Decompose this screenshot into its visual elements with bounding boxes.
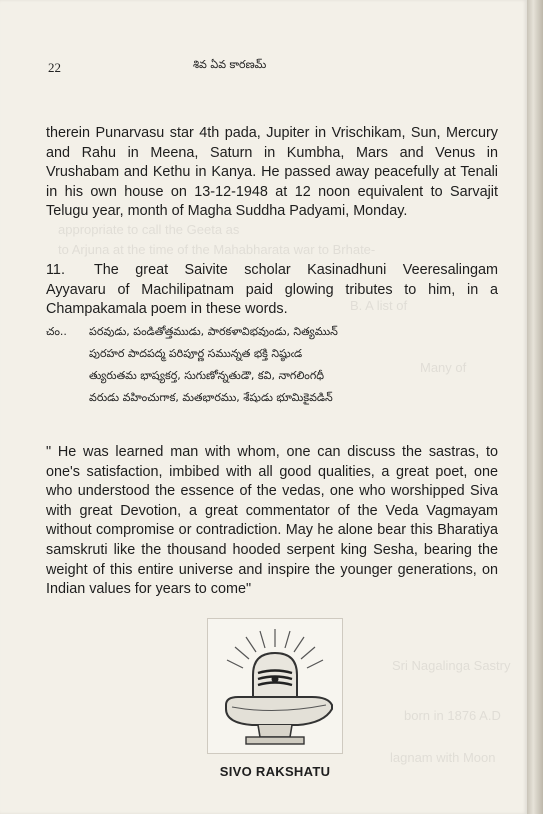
poem-line bbox=[46, 387, 506, 409]
paragraph-tribute-intro bbox=[46, 261, 498, 320]
bleed-through-text: appropriate to call the Geeta as bbox=[58, 222, 240, 237]
poem-line-text: త్యురుతమ భాష్యకర్త, సుగుణోన్నతుడౌ, కవి, నాగలింగధీ bbox=[89, 369, 325, 382]
bleed-through-text: born in 1876 A.D bbox=[404, 708, 501, 723]
poem-line bbox=[46, 365, 506, 387]
paragraph-tribute-text: The great Saivite scholar Kasinadhuni Veeresalingam Ayyavaru of Machilipatnam paid glowing tributes to him, in a Champakamala poem in these words. bbox=[46, 262, 498, 318]
running-head: శివ ఏవ కారణమ్ bbox=[193, 58, 267, 71]
shiva-lingam-icon bbox=[208, 619, 342, 753]
poem-label: చం.. bbox=[46, 325, 67, 338]
poem-line bbox=[46, 343, 506, 365]
champakamala-poem bbox=[46, 321, 506, 409]
bleed-through-text: to Arjuna at the time of the Mahabharata war to Brhate- bbox=[58, 242, 376, 257]
bleed-through-text: Sri Nagalinga Sastry bbox=[392, 658, 511, 673]
poem-line-text: వరుడు వహించుగాక, మతభారము, శేషుడు భూమికైవడిన్ bbox=[89, 391, 333, 404]
paragraph-biography: therein Punarvasu star 4th pada, Jupiter in Vrischikam, Sun, Mercury and Rahu in Meena, Saturn in Kumbha, Mars and Venus in Vrushabam and Kethu in Kanya. He passed away peacefully at Tenali in his own house on 13-12-1948 at 12 noon equivalent to Sarvajit Telugu year, month of Magha Suddha Padyami, Monday. bbox=[46, 125, 498, 220]
emblem-frame bbox=[207, 618, 343, 754]
paragraph-translation: " He was learned man with whom, one can discuss the sastras, to one's satisfaction, imbibed with all good qualities, a great poet, one who understood the essence of the vedas, one who worshipped Siva with great Devotion, a great commentator of the Veda Vagmayam without compromise or contradiction. May he alone bear this Bharatiya samskruti like the thousand hooded serpent king Sesha, bearing the weight of this entire universe and inspire the younger generations, on Indian values for years to come" bbox=[46, 444, 498, 598]
poem-line-text: పురహర పాదపద్మ పరిపూర్ణ సమున్నత భక్తి నిష్ఠుఁడ bbox=[89, 347, 303, 360]
paragraph-number: 11. bbox=[46, 262, 65, 278]
emblem-caption: SIVO RAKSHATU bbox=[219, 764, 331, 779]
page-number: 22 bbox=[48, 60, 61, 75]
page-edge bbox=[527, 0, 543, 814]
bleed-through-text: Many of bbox=[420, 360, 467, 375]
bleed-through-text: lagnam with Moon bbox=[390, 750, 496, 765]
poem-line-text: పరవుడు, పండితోత్తముడు, పారకళావిభవుండు, నిత్యమున్ bbox=[89, 325, 338, 338]
bleed-through-text: B. A list of bbox=[350, 298, 408, 313]
poem-line bbox=[46, 321, 506, 343]
